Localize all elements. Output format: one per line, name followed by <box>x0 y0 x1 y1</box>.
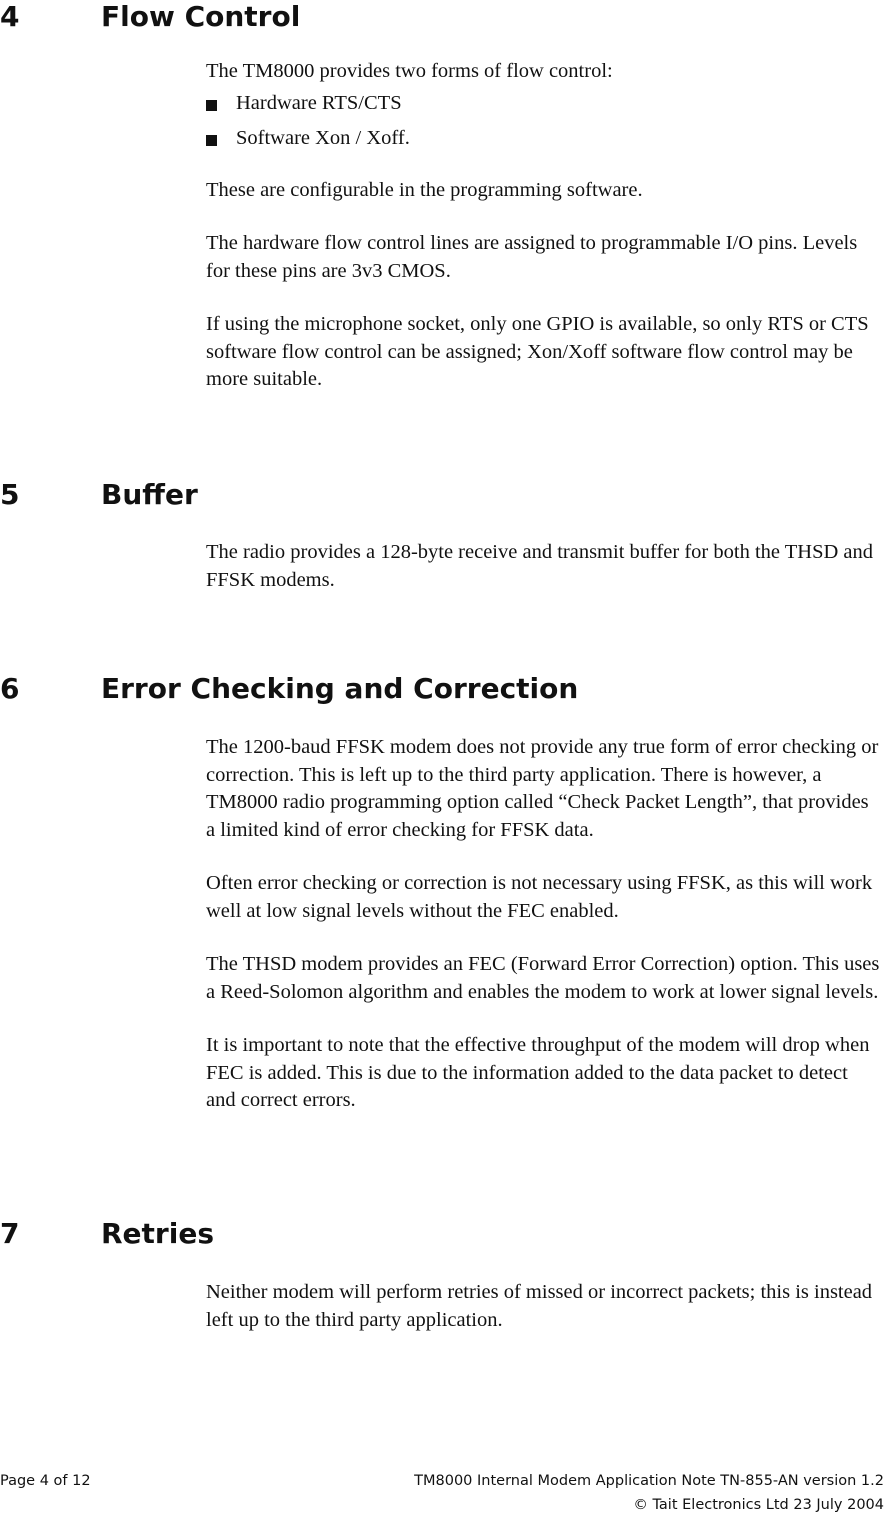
paragraph: Neither modem will perform retries of missed or incorrect packets; this is instead left up to the third party application. <box>206 1281 873 1331</box>
section-title: Flow Control <box>101 0 301 33</box>
section-title: Retries <box>101 1217 214 1250</box>
section-6-body <box>206 734 882 1115</box>
paragraph: These are configurable in the programming software. <box>206 178 643 201</box>
paragraph: The TM8000 provides two forms of flow control: <box>206 60 613 82</box>
paragraph: The 1200-baud FFSK modem does not provide any true form of error checking or correction. This is left up to the third party application. There is however, a TM8000 radio programming option called “Check Packet Length”, that provides a limited kind of error checking for FFSK data. <box>206 736 879 841</box>
footer-page-number: Page 4 of 12 <box>0 1473 91 1489</box>
section-number: 6 <box>0 672 20 705</box>
paragraph: If using the microphone socket, only one GPIO is available, so only RTS or CTS software flow control can be assigned; Xon/Xoff software flow control may be more suitable. <box>206 313 869 390</box>
paragraph: It is important to note that the effective throughput of the modem will drop when FEC is added. This is due to the information added to the data packet to detect and correct errors. <box>206 1034 870 1111</box>
paragraph: The hardware flow control lines are assigned to programmable I/O pins. Levels for these pins are 3v3 CMOS. <box>206 232 858 282</box>
bullet-square-icon <box>206 100 217 111</box>
section-title: Buffer <box>101 478 198 511</box>
footer-copyright: © Tait Electronics Ltd 23 July 2004 <box>633 1497 884 1513</box>
section-5-body <box>206 539 882 594</box>
section-number: 7 <box>0 1217 20 1250</box>
footer-document-title: TM8000 Internal Modem Application Note TN-855-AN version 1.2 <box>414 1473 884 1489</box>
paragraph: The THSD modem provides an FEC (Forward Error Correction) option. This uses a Reed-Solomon algorithm and enables the modem to work at lower signal levels. <box>206 953 880 1003</box>
paragraph: The radio provides a 128-byte receive and transmit buffer for both the THSD and FFSK modems. <box>206 541 874 591</box>
bullet-square-icon <box>206 135 217 146</box>
section-number: 5 <box>0 478 20 511</box>
paragraph: Often error checking or correction is not necessary using FFSK, as this will work well at low signal levels without the FEC enabled. <box>206 872 873 922</box>
section-7-body <box>206 1279 882 1334</box>
bullet-list <box>206 86 882 156</box>
list-item: Software Xon / Xoff. <box>206 121 882 156</box>
section-title: Error Checking and Correction <box>101 672 579 705</box>
list-item: Hardware RTS/CTS <box>206 86 882 121</box>
section-4-body <box>206 58 882 394</box>
section-number: 4 <box>0 0 20 33</box>
